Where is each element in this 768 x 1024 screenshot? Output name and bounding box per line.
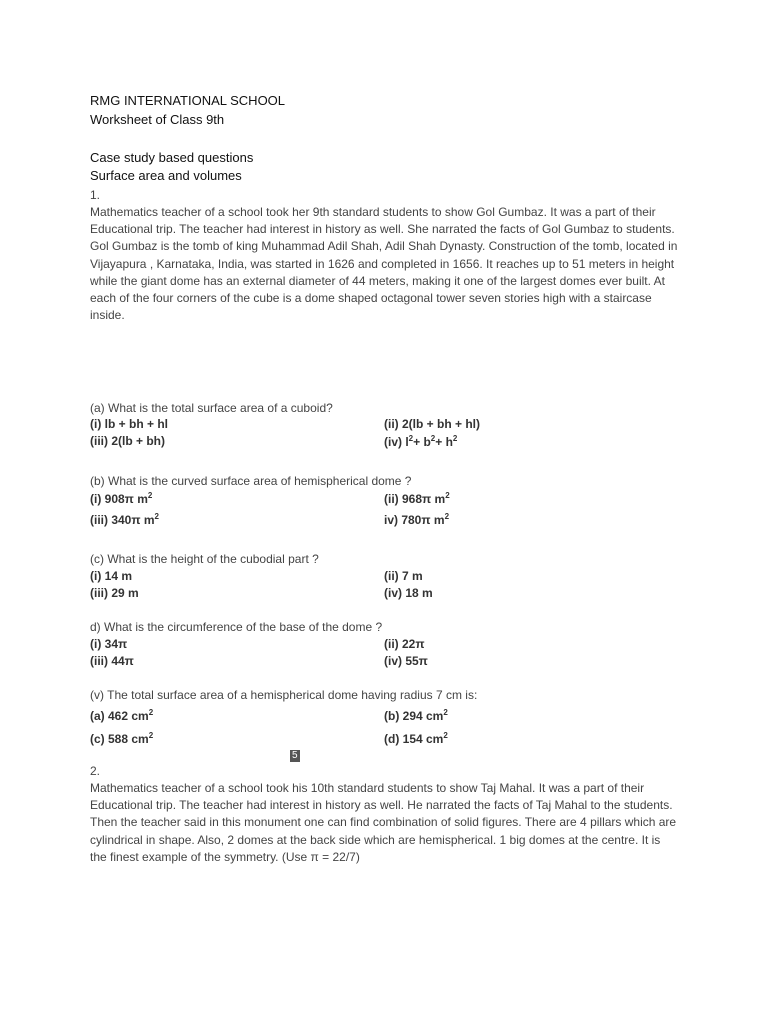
option-a-i: (i) lb + bh + hl <box>90 417 168 431</box>
school-name: RMG INTERNATIONAL SCHOOL <box>90 93 286 108</box>
option-d-i: (i) 34π <box>90 637 128 651</box>
case-2-paragraph: Mathematics teacher of a school took his 10th standard students to show Taj Mahal. It was a part of their Educational trip. The teacher had interest in history as well. He narrated the facts of Taj Mahal to the students. Then the teacher said in this monument one can find combination of solid figures. There are 4 pillars which are cylindrical in shape. Also, 2 domes at the back side which are hemispherical. 1 big domes at the centre. It is the finest example of the symmetry. (Use π = 22/7) <box>90 781 677 864</box>
option-v-c: (c) 588 $cm^2$ <box>90 731 154 746</box>
option-d-iii: (iii) 44π <box>90 654 134 668</box>
option-d-iv: (iv) 55π <box>384 654 428 668</box>
option-c-ii: (ii) 7 m <box>384 569 423 583</box>
option-d-ii: (ii) 22π <box>384 637 425 651</box>
question-v: (v) The total surface area of a hemispherical dome having radius 7 cm is: <box>90 688 478 702</box>
case-2-number: 2. <box>90 764 101 778</box>
worksheet-title: Worksheet of Class 9th <box>90 112 225 127</box>
question-c: (c) What is the height of the cubodial part ? <box>90 552 319 566</box>
case-1-number: 1. <box>90 188 101 202</box>
topic-title: Surface area and volumes <box>90 168 242 183</box>
option-a-iv: (iv) $l^2+ b^2+ h^2$ <box>384 434 458 449</box>
page-marker-badge: 5 <box>292 750 298 761</box>
option-c-i: (i) 14 m <box>90 569 133 583</box>
option-v-d: (d) 154 $cm^2$ <box>384 731 448 746</box>
option-a-iii: (iii) 2(lb + bh) <box>90 434 165 448</box>
option-b-ii: (ii) 968π $m^2$ <box>384 491 450 506</box>
option-b-iii: (iii) 340π $m^2$ <box>90 512 159 527</box>
case-1-paragraph: Mathematics teacher of a school took her 9th standard students to show Gol Gumbaz. It was a part of their Educational trip. The teacher had interest in history as well. She narrated the facts of Gol Gumbaz to students. Gol Gumbaz is the tomb of king Muhammad Adil Shah, Adil Shah Dynasty. Construction of the tomb, located in Vijayapura , Karnataka, India, was started in 1626 and completed in 1656. It reaches up to 51 meters in height while the giant dome has an external diameter of 44 meters, making it one of the largest domes ever built. At each of the four corners of the cube is a dome shaped octagonal tower seven stories high with a staircase inside. <box>90 205 678 323</box>
option-b-iv: iv) 780π $m^2$ <box>384 512 450 527</box>
question-d: d) What is the circumference of the base of the dome ? <box>90 620 383 634</box>
option-b-i: (i) 908π $m^2$ <box>90 491 153 506</box>
option-c-iii: (iii) 29 m <box>90 586 139 600</box>
section-title: Case study based questions <box>90 150 254 165</box>
option-v-b: (b) 294 $cm^2$ <box>384 708 448 723</box>
question-b: (b) What is the curved surface area of hemispherical dome ? <box>90 474 412 488</box>
option-a-ii: (ii) 2(lb + bh + hl) <box>384 417 480 431</box>
option-v-a: (a) 462 $cm^2$ <box>90 708 154 723</box>
option-c-iv: (iv) 18 m <box>384 586 433 600</box>
question-a: (a) What is the total surface area of a cuboid? <box>90 401 333 415</box>
